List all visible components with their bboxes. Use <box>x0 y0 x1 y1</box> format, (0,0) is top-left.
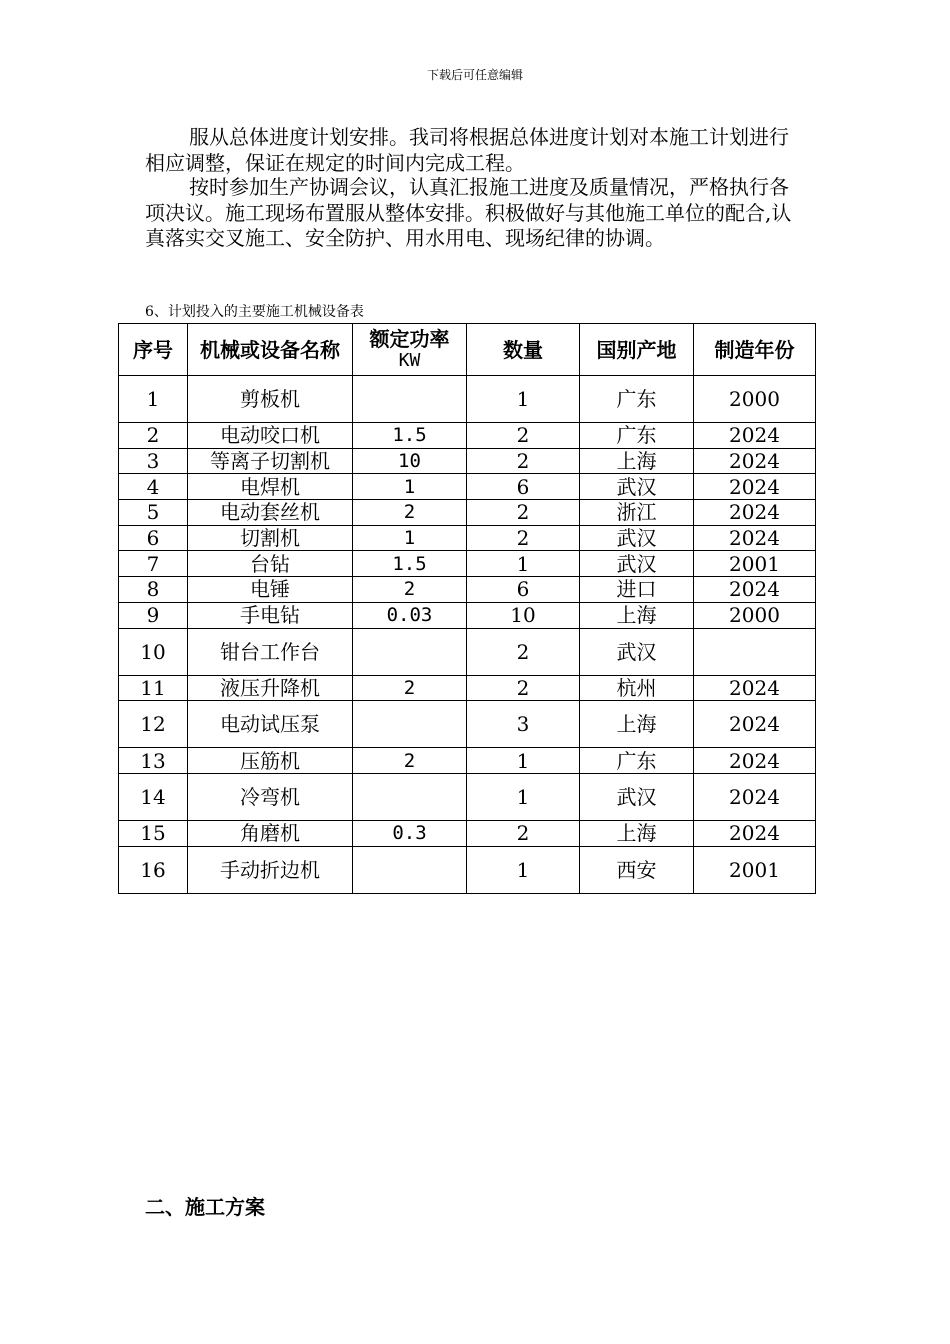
table-row <box>119 500 816 526</box>
cell-qty: 2 <box>467 500 580 526</box>
cell-name: 电动试压泵 <box>188 701 353 748</box>
table-row <box>119 376 816 423</box>
cell-year: 2024 <box>694 748 816 774</box>
cell-no: 16 <box>119 846 188 893</box>
table-row <box>119 602 816 628</box>
cell-power: 0.03 <box>353 602 467 628</box>
cell-no: 7 <box>119 551 188 577</box>
table-row <box>119 577 816 603</box>
cell-qty: 1 <box>467 376 580 423</box>
header-origin: 国别产地 <box>580 324 694 376</box>
cell-year: 2024 <box>694 423 816 449</box>
cell-year: 2000 <box>694 602 816 628</box>
header-name: 机械或设备名称 <box>188 324 353 376</box>
page-header-note: 下载后可任意编辑 <box>426 68 523 82</box>
table-row <box>119 675 816 701</box>
table-row <box>119 748 816 774</box>
cell-power: 1.5 <box>353 551 467 577</box>
cell-no: 11 <box>119 675 188 701</box>
cell-no: 6 <box>119 525 188 551</box>
cell-qty: 6 <box>467 577 580 603</box>
cell-qty: 2 <box>467 525 580 551</box>
cell-name: 角磨机 <box>188 820 353 846</box>
cell-qty: 3 <box>467 701 580 748</box>
cell-qty: 10 <box>467 602 580 628</box>
cell-year: 2024 <box>694 820 816 846</box>
cell-power <box>353 773 467 820</box>
cell-origin: 西安 <box>580 846 694 893</box>
cell-year: 2024 <box>694 773 816 820</box>
cell-power <box>353 376 467 423</box>
cell-power <box>353 701 467 748</box>
table-row <box>119 846 816 893</box>
cell-year: 2001 <box>694 846 816 893</box>
cell-name: 切割机 <box>188 525 353 551</box>
cell-year: 2024 <box>694 448 816 474</box>
cell-power: 2 <box>353 577 467 603</box>
cell-qty: 6 <box>467 474 580 500</box>
cell-origin: 广东 <box>580 376 694 423</box>
cell-power <box>353 846 467 893</box>
table-row <box>119 628 816 675</box>
cell-year <box>694 628 816 675</box>
cell-no: 9 <box>119 602 188 628</box>
cell-origin: 武汉 <box>580 551 694 577</box>
cell-year: 2001 <box>694 551 816 577</box>
cell-origin: 武汉 <box>580 773 694 820</box>
cell-power <box>353 628 467 675</box>
cell-power: 2 <box>353 675 467 701</box>
cell-name: 钳台工作台 <box>188 628 353 675</box>
header-no: 序号 <box>119 324 188 376</box>
cell-name: 手电钻 <box>188 602 353 628</box>
cell-no: 1 <box>119 376 188 423</box>
header-qty: 数量 <box>467 324 580 376</box>
cell-no: 15 <box>119 820 188 846</box>
cell-power: 2 <box>353 748 467 774</box>
cell-power: 1 <box>353 474 467 500</box>
cell-no: 14 <box>119 773 188 820</box>
cell-origin: 广东 <box>580 423 694 449</box>
header-year: 制造年份 <box>694 324 816 376</box>
cell-name: 冷弯机 <box>188 773 353 820</box>
cell-origin: 浙江 <box>580 500 694 526</box>
cell-power: 2 <box>353 500 467 526</box>
cell-name: 手动折边机 <box>188 846 353 893</box>
cell-year: 2024 <box>694 675 816 701</box>
cell-origin: 上海 <box>580 602 694 628</box>
table-row <box>119 525 816 551</box>
cell-name: 台钻 <box>188 551 353 577</box>
cell-origin: 上海 <box>580 701 694 748</box>
header-power-unit: KW <box>398 349 421 371</box>
cell-qty: 1 <box>467 846 580 893</box>
table-row <box>119 701 816 748</box>
cell-qty: 1 <box>467 551 580 577</box>
cell-name: 电动咬口机 <box>188 423 353 449</box>
cell-qty: 2 <box>467 820 580 846</box>
cell-qty: 1 <box>467 773 580 820</box>
header-power <box>353 324 467 376</box>
equipment-table <box>118 323 816 894</box>
cell-origin: 武汉 <box>580 628 694 675</box>
cell-name: 剪板机 <box>188 376 353 423</box>
cell-no: 13 <box>119 748 188 774</box>
cell-origin: 上海 <box>580 448 694 474</box>
cell-year: 2024 <box>694 577 816 603</box>
table-body <box>119 376 816 894</box>
cell-name: 电焊机 <box>188 474 353 500</box>
cell-year: 2024 <box>694 500 816 526</box>
table-row <box>119 423 816 449</box>
table-row <box>119 474 816 500</box>
cell-name: 压筋机 <box>188 748 353 774</box>
cell-name: 液压升降机 <box>188 675 353 701</box>
cell-no: 12 <box>119 701 188 748</box>
cell-origin: 进口 <box>580 577 694 603</box>
cell-name: 电锤 <box>188 577 353 603</box>
cell-power: 1 <box>353 525 467 551</box>
table-row <box>119 551 816 577</box>
cell-year: 2000 <box>694 376 816 423</box>
cell-origin: 上海 <box>580 820 694 846</box>
cell-no: 3 <box>119 448 188 474</box>
cell-power: 0.3 <box>353 820 467 846</box>
cell-name: 电动套丝机 <box>188 500 353 526</box>
cell-no: 2 <box>119 423 188 449</box>
table-header-row <box>119 324 816 376</box>
paragraph-coordination: 按时参加生产协调会议，认真汇报施工进度及质量情况，严格执行各项决议。施工现场布置服从整体安排。积极做好与其他施工单位的配合,认真落实交叉施工、安全防护、用水用电、现场纪律的协调。 <box>145 175 792 250</box>
table-row <box>119 820 816 846</box>
header-power-label: 额定功率 <box>369 326 450 351</box>
table-row <box>119 448 816 474</box>
cell-qty: 2 <box>467 675 580 701</box>
paragraph-schedule: 服从总体进度计划安排。我司将根据总体进度计划对本施工计划进行相应调整，保证在规定的时间内完成工程。 <box>145 125 789 175</box>
cell-year: 2024 <box>694 474 816 500</box>
cell-origin: 武汉 <box>580 474 694 500</box>
cell-power: 10 <box>353 448 467 474</box>
cell-qty: 2 <box>467 423 580 449</box>
cell-power: 1.5 <box>353 423 467 449</box>
cell-origin: 杭州 <box>580 675 694 701</box>
cell-no: 8 <box>119 577 188 603</box>
cell-origin: 武汉 <box>580 525 694 551</box>
cell-no: 4 <box>119 474 188 500</box>
cell-year: 2024 <box>694 525 816 551</box>
cell-qty: 2 <box>467 448 580 474</box>
cell-qty: 1 <box>467 748 580 774</box>
cell-no: 10 <box>119 628 188 675</box>
table-row <box>119 773 816 820</box>
cell-qty: 2 <box>467 628 580 675</box>
table-caption: 6、计划投入的主要施工机械设备表 <box>145 304 364 320</box>
section-heading: 二、施工方案 <box>145 1195 265 1219</box>
cell-origin: 广东 <box>580 748 694 774</box>
cell-no: 5 <box>119 500 188 526</box>
cell-name: 等离子切割机 <box>188 448 353 474</box>
cell-year: 2024 <box>694 701 816 748</box>
